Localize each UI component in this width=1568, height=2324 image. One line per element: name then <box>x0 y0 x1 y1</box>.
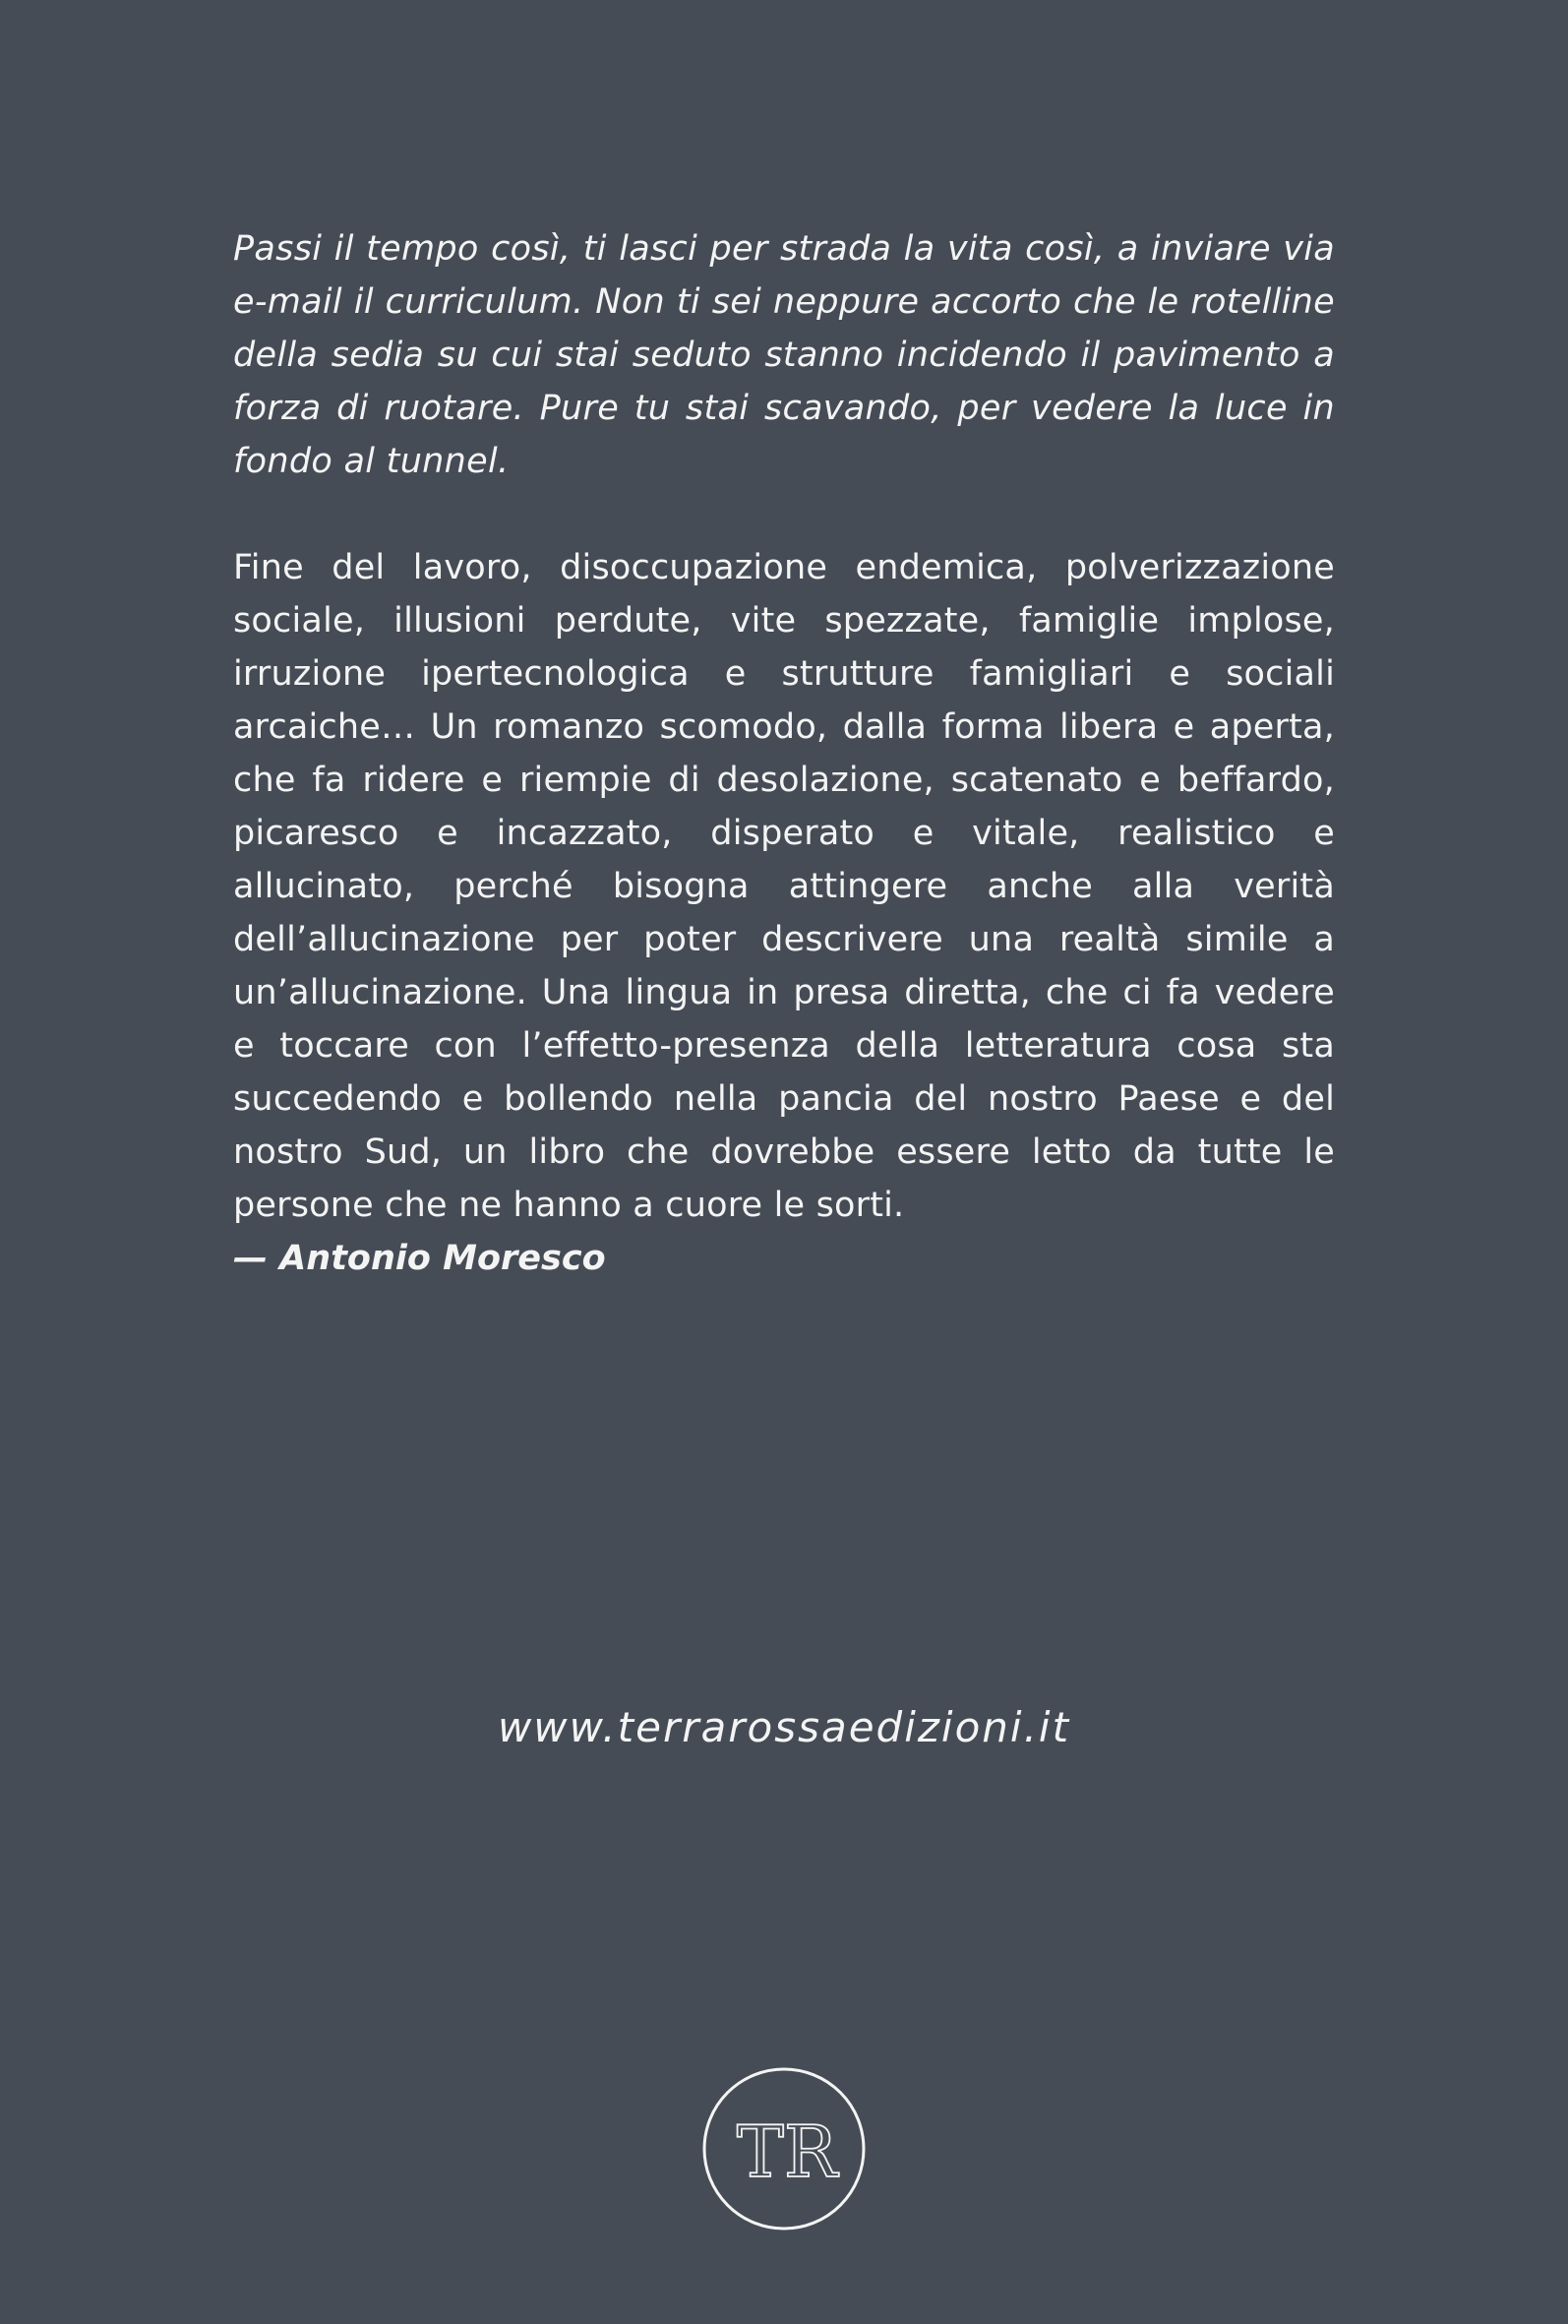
intro-quote: Passi il tempo così, ti lasci per strada la vita così, a inviare via e-mail il curriculum. Non ti sei neppure accorto che le rotelline della sedia su cui stai seduto stanno incidendo il pavimento a forza di ruotare. Pure tu stai scavando, per vedere la luce in fondo al tunnel. <box>233 229 1335 481</box>
publisher-monogram-icon <box>701 2066 867 2232</box>
review-attribution: — Antonio Moresco <box>233 1239 606 1278</box>
publisher-logo <box>701 2066 867 2232</box>
monogram-letters: TR <box>736 2110 838 2193</box>
publisher-website: www.terrarossaedizioni.it <box>497 1703 1071 1751</box>
review-text: Fine del lavoro, disoccupazione endemica, polverizzazione sociale, illusioni perdute, vite spezzate, famiglie implose, irruzione ipertecnologica e strutture famigliari e sociali arcaiche… Un romanzo scomodo, dalla forma libera e aperta, che fa ridere e riempie di desolazione, scatenato e beffardo, picaresco e incazzato, disperato e vitale, realistico e allucinato, perché bisogna attingere anche alla verità dell’allucinazione per poter descrivere una realtà simile a un’allucinazione. Una lingua in presa diretta, che ci fa vedere e toccare con l’effetto-presenza della letteratura cosa sta succedendo e bollendo nella pancia del nostro Paese e del nostro Sud, un libro che dovrebbe essere letto da tutte le persone che ne hanno a cuore le sorti. <box>233 548 1335 1225</box>
blurb-column <box>233 222 1335 1285</box>
